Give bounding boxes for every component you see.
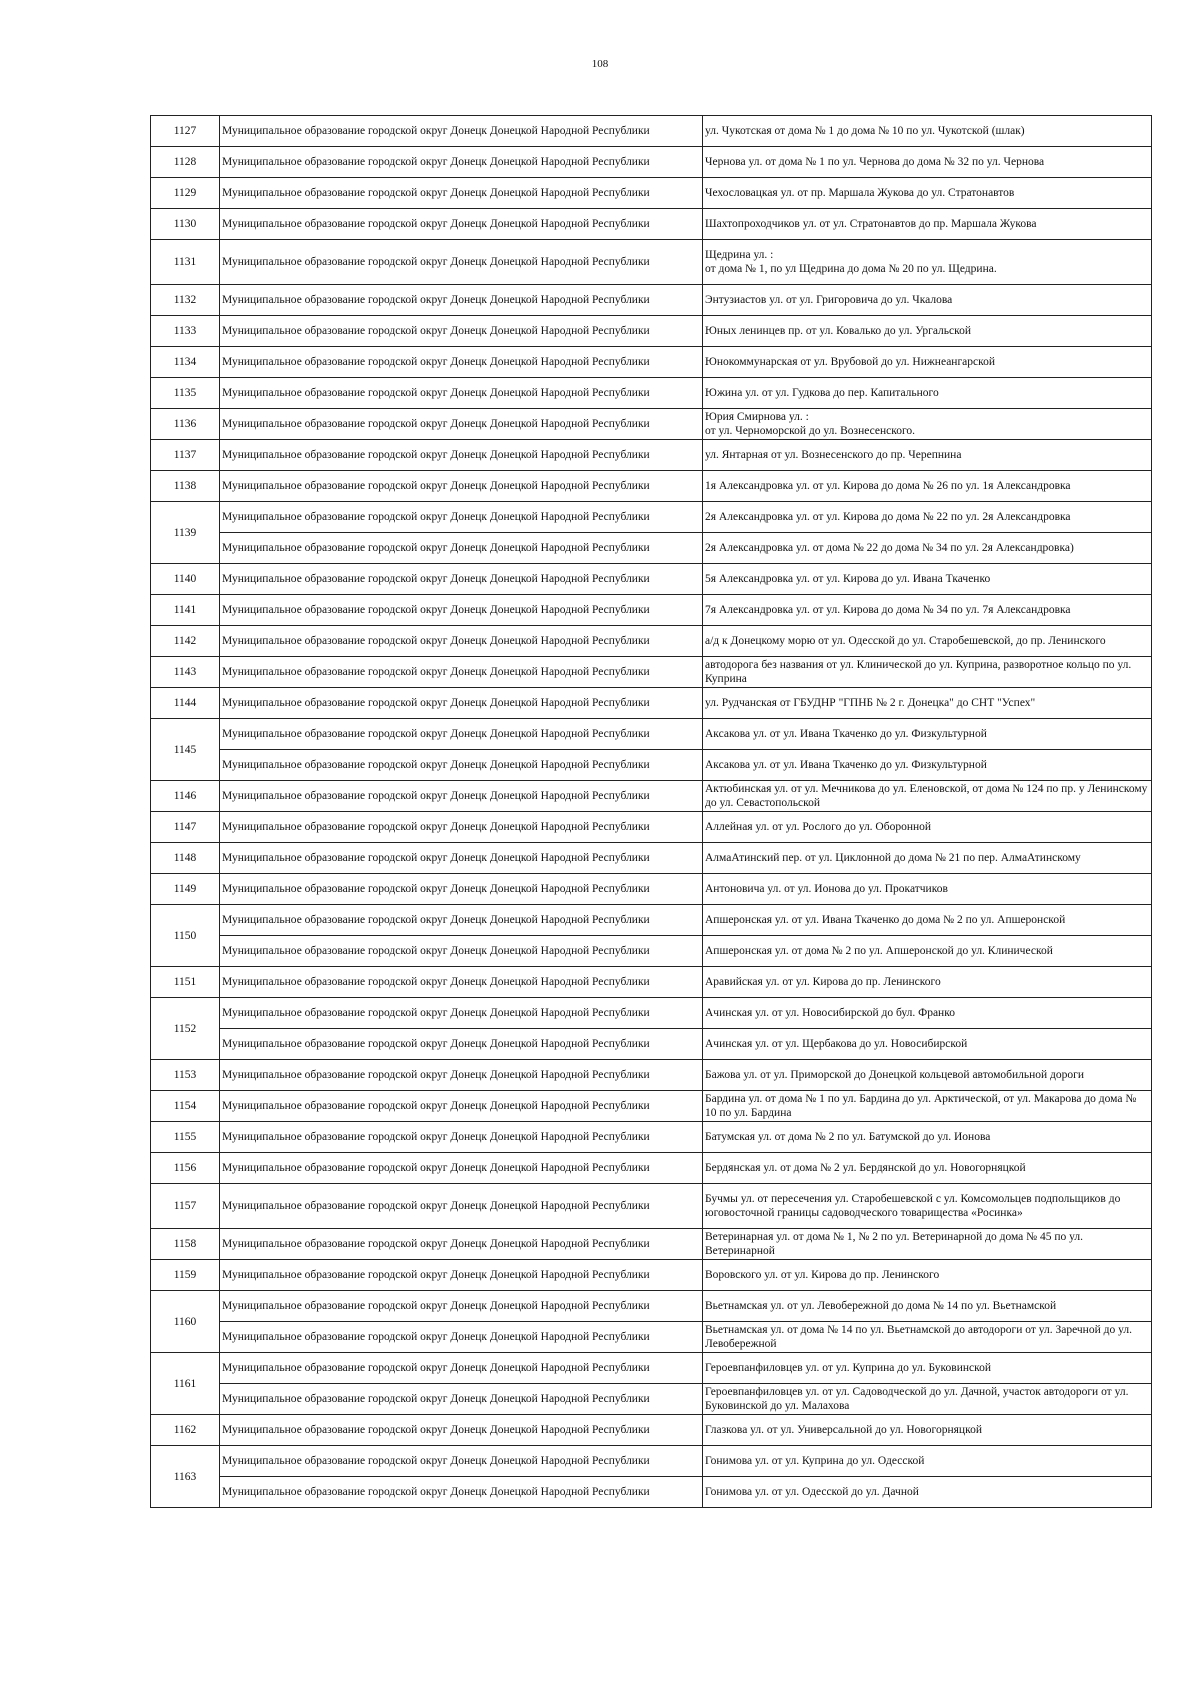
table-row [151, 1153, 1152, 1184]
table-row [151, 1184, 1152, 1229]
road-segment-cell: Южина ул. от ул. Гудкова до пер. Капитального [703, 378, 1152, 409]
table-row [151, 1060, 1152, 1091]
road-segment-cell: Бажова ул. от ул. Приморской до Донецкой кольцевой автомобильной дороги [703, 1060, 1152, 1091]
road-segment-cell: Бердянская ул. от дома № 2 ул. Бердянской до ул. Новогорняцкой [703, 1153, 1152, 1184]
table-row [151, 812, 1152, 843]
organization-cell: Муниципальное образование городской округ Донецк Донецкой Народной Республики [220, 626, 703, 657]
table-row [151, 657, 1152, 688]
organization-cell: Муниципальное образование городской округ Донецк Донецкой Народной Республики [220, 812, 703, 843]
table-row [151, 471, 1152, 502]
road-segment-cell: Актюбинская ул. от ул. Мечникова до ул. Еленовской, от дома № 124 по пр. у Ленинскому до ул. Севастопольской [703, 781, 1152, 812]
table-row [151, 936, 1152, 967]
road-segment-cell: Воровского ул. от ул. Кирова до пр. Ленинского [703, 1260, 1152, 1291]
organization-cell: Муниципальное образование городской округ Донецк Донецкой Народной Республики [220, 595, 703, 626]
organization-cell: Муниципальное образование городской округ Донецк Донецкой Народной Республики [220, 502, 703, 533]
row-number-cell: 1129 [151, 178, 220, 209]
row-number-cell: 1139 [151, 502, 220, 564]
road-segment-cell: Аксакова ул. от ул. Ивана Ткаченко до ул. Физкультурной [703, 750, 1152, 781]
row-number-cell: 1146 [151, 781, 220, 812]
table-row [151, 240, 1152, 285]
table-row [151, 750, 1152, 781]
road-segment-cell: Антоновича ул. от ул. Ионова до ул. Прокатчиков [703, 874, 1152, 905]
road-segment-cell: Батумская ул. от дома № 2 по ул. Батумской до ул. Ионова [703, 1122, 1152, 1153]
table-row [151, 178, 1152, 209]
road-segment-cell: а/д к Донецкому морю от ул. Одесской до ул. Старобешевской, до пр. Ленинского [703, 626, 1152, 657]
road-segment-cell: ул. Рудчанская от ГБУДНР "ГПНБ № 2 г. Донецка" до СНТ "Успех" [703, 688, 1152, 719]
row-number-cell: 1138 [151, 471, 220, 502]
row-number-cell: 1161 [151, 1353, 220, 1415]
organization-cell: Муниципальное образование городской округ Донецк Донецкой Народной Республики [220, 378, 703, 409]
organization-cell: Муниципальное образование городской округ Донецк Донецкой Народной Республики [220, 1384, 703, 1415]
organization-cell: Муниципальное образование городской округ Донецк Донецкой Народной Республики [220, 1153, 703, 1184]
organization-cell: Муниципальное образование городской округ Донецк Донецкой Народной Республики [220, 209, 703, 240]
row-number-cell: 1134 [151, 347, 220, 378]
road-segment-cell: Чернова ул. от дома № 1 по ул. Чернова до дома № 32 по ул. Чернова [703, 147, 1152, 178]
organization-cell: Муниципальное образование городской округ Донецк Донецкой Народной Республики [220, 1322, 703, 1353]
table-row [151, 1291, 1152, 1322]
organization-cell: Муниципальное образование городской округ Донецк Донецкой Народной Республики [220, 1415, 703, 1446]
table-row [151, 998, 1152, 1029]
table-row [151, 1091, 1152, 1122]
row-number-cell: 1130 [151, 209, 220, 240]
table-row [151, 116, 1152, 147]
row-number-cell: 1128 [151, 147, 220, 178]
row-number-cell: 1141 [151, 595, 220, 626]
row-number-cell: 1127 [151, 116, 220, 147]
road-segment-cell: 1я Александровка ул. от ул. Кирова до дома № 26 по ул. 1я Александровка [703, 471, 1152, 502]
road-segment-cell: Гонимова ул. от ул. Одесской до ул. Дачной [703, 1477, 1152, 1508]
organization-cell: Муниципальное образование городской округ Донецк Донецкой Народной Республики [220, 688, 703, 719]
table-row [151, 688, 1152, 719]
road-segment-cell: Щедрина ул. : от дома № 1, по ул Щедрина до дома № 20 по ул. Щедрина. [703, 240, 1152, 285]
road-segment-cell: 2я Александровка ул. от дома № 22 до дома № 34 по ул. 2я Александровка) [703, 533, 1152, 564]
road-segment-cell: 2я Александровка ул. от ул. Кирова до дома № 22 по ул. 2я Александровка [703, 502, 1152, 533]
table-row [151, 1229, 1152, 1260]
road-segment-cell: ул. Янтарная от ул. Вознесенского до пр. Черепнина [703, 440, 1152, 471]
table-row [151, 1446, 1152, 1477]
road-segment-cell: Апшеронская ул. от дома № 2 по ул. Апшеронской до ул. Клинической [703, 936, 1152, 967]
road-segment-cell: Героевпанфиловцев ул. от ул. Куприна до ул. Буковинской [703, 1353, 1152, 1384]
organization-cell: Муниципальное образование городской округ Донецк Донецкой Народной Республики [220, 1260, 703, 1291]
table-row [151, 874, 1152, 905]
table-row [151, 502, 1152, 533]
organization-cell: Муниципальное образование городской округ Донецк Донецкой Народной Республики [220, 347, 703, 378]
page-number: 108 [591, 58, 609, 70]
row-number-cell: 1147 [151, 812, 220, 843]
table-row [151, 843, 1152, 874]
road-segment-cell: Героевпанфиловцев ул. от ул. Садоводческой до ул. Дачной, участок автодороги от ул. Буковинской до ул. Малахова [703, 1384, 1152, 1415]
road-segment-cell: Бардина ул. от дома № 1 по ул. Бардина до ул. Арктической, от ул. Макарова до дома № 10 по ул. Бардина [703, 1091, 1152, 1122]
road-segment-cell: Вьетнамская ул. от дома № 14 по ул. Вьетнамской до автодороги от ул. Заречной до ул. Левобережной [703, 1322, 1152, 1353]
organization-cell: Муниципальное образование городской округ Донецк Донецкой Народной Республики [220, 533, 703, 564]
row-number-cell: 1158 [151, 1229, 220, 1260]
organization-cell: Муниципальное образование городской округ Донецк Донецкой Народной Республики [220, 1446, 703, 1477]
organization-cell: Муниципальное образование городской округ Донецк Донецкой Народной Республики [220, 1229, 703, 1260]
table-row [151, 1384, 1152, 1415]
road-segment-cell: Чехословацкая ул. от пр. Маршала Жукова до ул. Стратонавтов [703, 178, 1152, 209]
road-segment-cell: Ачинская ул. от ул. Новосибирской до бул. Франко [703, 998, 1152, 1029]
table-row [151, 1029, 1152, 1060]
road-segment-cell: АлмаАтинский пер. от ул. Циклонной до дома № 21 по пер. АлмаАтинскому [703, 843, 1152, 874]
organization-cell: Муниципальное образование городской округ Донецк Донецкой Народной Республики [220, 843, 703, 874]
row-number-cell: 1154 [151, 1091, 220, 1122]
table-row [151, 1122, 1152, 1153]
organization-cell: Муниципальное образование городской округ Донецк Донецкой Народной Республики [220, 316, 703, 347]
organization-cell: Муниципальное образование городской округ Донецк Донецкой Народной Республики [220, 750, 703, 781]
table-row [151, 967, 1152, 998]
table-row [151, 409, 1152, 440]
organization-cell: Муниципальное образование городской округ Донецк Донецкой Народной Республики [220, 1060, 703, 1091]
road-segment-cell: Юнокоммунарская от ул. Врубовой до ул. Нижнеангарской [703, 347, 1152, 378]
row-number-cell: 1149 [151, 874, 220, 905]
row-number-cell: 1148 [151, 843, 220, 874]
row-number-cell: 1162 [151, 1415, 220, 1446]
table-row [151, 285, 1152, 316]
row-number-cell: 1145 [151, 719, 220, 781]
row-number-cell: 1131 [151, 240, 220, 285]
road-segment-cell: Шахтопроходчиков ул. от ул. Стратонавтов до пр. Маршала Жукова [703, 209, 1152, 240]
table-row [151, 1415, 1152, 1446]
organization-cell: Муниципальное образование городской округ Донецк Донецкой Народной Республики [220, 781, 703, 812]
organization-cell: Муниципальное образование городской округ Донецк Донецкой Народной Республики [220, 1477, 703, 1508]
table-row [151, 626, 1152, 657]
road-segment-cell: Вьетнамская ул. от ул. Левобережной до дома № 14 по ул. Вьетнамской [703, 1291, 1152, 1322]
row-number-cell: 1142 [151, 626, 220, 657]
road-segment-cell: Аксакова ул. от ул. Ивана Ткаченко до ул. Физкультурной [703, 719, 1152, 750]
table-row [151, 595, 1152, 626]
road-segment-cell: Ачинская ул. от ул. Щербакова до ул. Новосибирской [703, 1029, 1152, 1060]
table-row [151, 209, 1152, 240]
row-number-cell: 1163 [151, 1446, 220, 1508]
row-number-cell: 1152 [151, 998, 220, 1060]
table-row [151, 316, 1152, 347]
road-segment-cell: 7я Александровка ул. от ул. Кирова до дома № 34 по ул. 7я Александровка [703, 595, 1152, 626]
table-row [151, 533, 1152, 564]
organization-cell: Муниципальное образование городской округ Донецк Донецкой Народной Республики [220, 409, 703, 440]
table-row [151, 440, 1152, 471]
row-number-cell: 1133 [151, 316, 220, 347]
row-number-cell: 1144 [151, 688, 220, 719]
table-row [151, 1260, 1152, 1291]
organization-cell: Муниципальное образование городской округ Донецк Донецкой Народной Республики [220, 564, 703, 595]
organization-cell: Муниципальное образование городской округ Донецк Донецкой Народной Республики [220, 1184, 703, 1229]
organization-cell: Муниципальное образование городской округ Донецк Донецкой Народной Республики [220, 998, 703, 1029]
row-number-cell: 1137 [151, 440, 220, 471]
table-row [151, 147, 1152, 178]
road-segment-cell: Ветеринарная ул. от дома № 1, № 2 по ул. Ветеринарной до дома № 45 по ул. Ветеринарной [703, 1229, 1152, 1260]
table-row [151, 1477, 1152, 1508]
table-row [151, 719, 1152, 750]
organization-cell: Муниципальное образование городской округ Донецк Донецкой Народной Республики [220, 471, 703, 502]
organization-cell: Муниципальное образование городской округ Донецк Донецкой Народной Республики [220, 936, 703, 967]
organization-cell: Муниципальное образование городской округ Донецк Донецкой Народной Республики [220, 905, 703, 936]
organization-cell: Муниципальное образование городской округ Донецк Донецкой Народной Республики [220, 285, 703, 316]
road-segment-cell: Аллейная ул. от ул. Рослого до ул. Оборонной [703, 812, 1152, 843]
table-row [151, 905, 1152, 936]
organization-cell: Муниципальное образование городской округ Донецк Донецкой Народной Республики [220, 147, 703, 178]
table-row [151, 1322, 1152, 1353]
organization-cell: Муниципальное образование городской округ Донецк Донецкой Народной Республики [220, 178, 703, 209]
row-number-cell: 1159 [151, 1260, 220, 1291]
organization-cell: Муниципальное образование городской округ Донецк Донецкой Народной Республики [220, 1091, 703, 1122]
row-number-cell: 1143 [151, 657, 220, 688]
row-number-cell: 1156 [151, 1153, 220, 1184]
table-row [151, 378, 1152, 409]
table-row [151, 564, 1152, 595]
row-number-cell: 1153 [151, 1060, 220, 1091]
organization-cell: Муниципальное образование городской округ Донецк Донецкой Народной Республики [220, 657, 703, 688]
organization-cell: Муниципальное образование городской округ Донецк Донецкой Народной Республики [220, 874, 703, 905]
organization-cell: Муниципальное образование городской округ Донецк Донецкой Народной Республики [220, 116, 703, 147]
road-segment-cell: Юных ленинцев пр. от ул. Ковалько до ул. Ургальской [703, 316, 1152, 347]
row-number-cell: 1132 [151, 285, 220, 316]
road-segment-cell: 5я Александровка ул. от ул. Кирова до ул. Ивана Ткаченко [703, 564, 1152, 595]
road-segment-cell: Аравийская ул. от ул. Кирова до пр. Ленинского [703, 967, 1152, 998]
row-number-cell: 1157 [151, 1184, 220, 1229]
organization-cell: Муниципальное образование городской округ Донецк Донецкой Народной Республики [220, 1122, 703, 1153]
row-number-cell: 1140 [151, 564, 220, 595]
road-segment-cell: автодорога без названия от ул. Клинической до ул. Куприна, разворотное кольцо по ул. Куприна [703, 657, 1152, 688]
row-number-cell: 1155 [151, 1122, 220, 1153]
organization-cell: Муниципальное образование городской округ Донецк Донецкой Народной Республики [220, 440, 703, 471]
road-segment-cell: ул. Чукотская от дома № 1 до дома № 10 по ул. Чукотской (шлак) [703, 116, 1152, 147]
row-number-cell: 1135 [151, 378, 220, 409]
organization-cell: Муниципальное образование городской округ Донецк Донецкой Народной Республики [220, 1353, 703, 1384]
table-row [151, 781, 1152, 812]
registry-body [151, 116, 1152, 1508]
organization-cell: Муниципальное образование городской округ Донецк Донецкой Народной Республики [220, 1029, 703, 1060]
row-number-cell: 1136 [151, 409, 220, 440]
table-row [151, 347, 1152, 378]
roads-registry-table [150, 115, 1152, 1508]
row-number-cell: 1151 [151, 967, 220, 998]
organization-cell: Муниципальное образование городской округ Донецк Донецкой Народной Республики [220, 1291, 703, 1322]
road-segment-cell: Бучмы ул. от пересечения ул. Старобешевской с ул. Комсомольцев подпольщиков до юговосточной границы садоводческого товарищества «Росинка» [703, 1184, 1152, 1229]
road-segment-cell: Апшеронская ул. от ул. Ивана Ткаченко до дома № 2 по ул. Апшеронской [703, 905, 1152, 936]
row-number-cell: 1150 [151, 905, 220, 967]
road-segment-cell: Гонимова ул. от ул. Куприна до ул. Одесской [703, 1446, 1152, 1477]
road-segment-cell: Энтузиастов ул. от ул. Григоровича до ул. Чкалова [703, 285, 1152, 316]
organization-cell: Муниципальное образование городской округ Донецк Донецкой Народной Республики [220, 967, 703, 998]
table-row [151, 1353, 1152, 1384]
row-number-cell: 1160 [151, 1291, 220, 1353]
organization-cell: Муниципальное образование городской округ Донецк Донецкой Народной Республики [220, 240, 703, 285]
organization-cell: Муниципальное образование городской округ Донецк Донецкой Народной Республики [220, 719, 703, 750]
road-segment-cell: Юрия Смирнова ул. : от ул. Черноморской до ул. Вознесенского. [703, 409, 1152, 440]
road-segment-cell: Глазкова ул. от ул. Универсальной до ул. Новогорняцкой [703, 1415, 1152, 1446]
